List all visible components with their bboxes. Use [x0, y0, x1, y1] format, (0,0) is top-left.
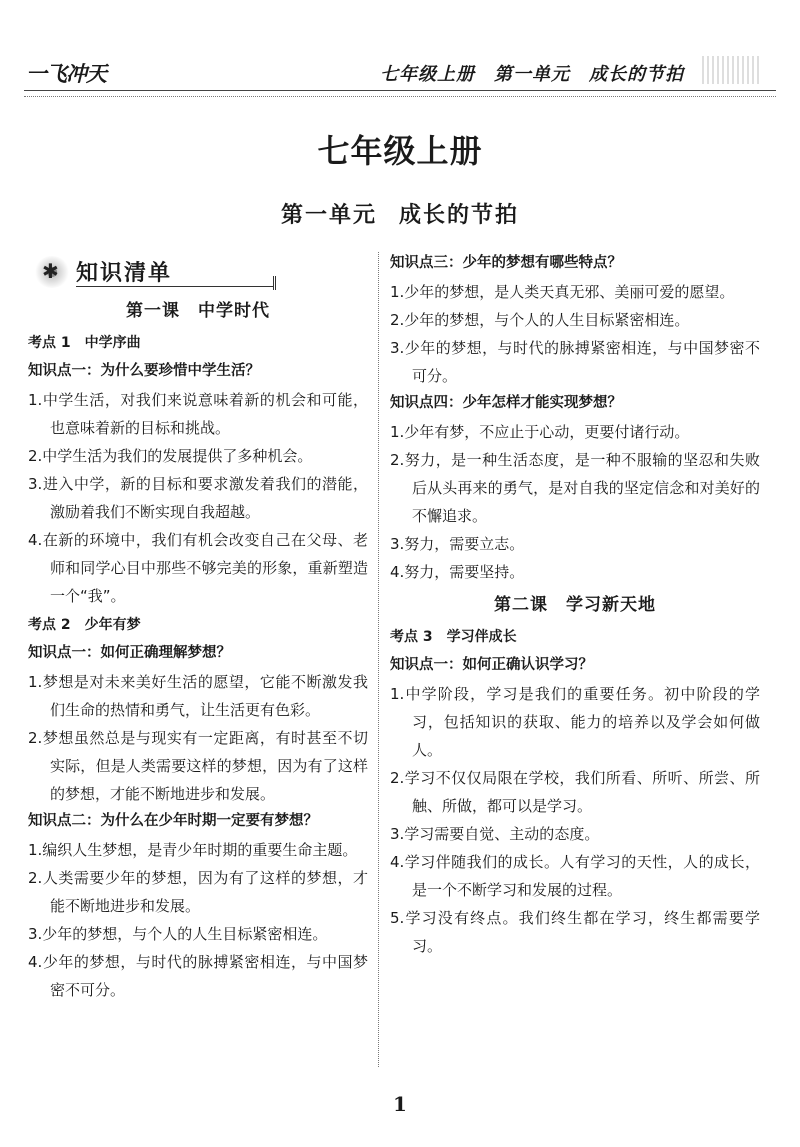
knowledge-point-heading: 知识点三：少年的梦想有哪些特点？	[390, 255, 622, 271]
header-decoration	[702, 56, 760, 84]
lesson-title-2: 第二课 学习新天地	[494, 595, 656, 615]
kaodian-1	[28, 332, 368, 354]
unit-label: 第一单元	[280, 203, 377, 228]
kaodian-label: 考点 2	[28, 617, 71, 633]
kaodian-name: 中学序曲	[84, 335, 141, 351]
knowledge-point-heading: 知识点二：为什么在少年时期一定要有梦想？	[28, 813, 318, 829]
knowledge-point-heading: 知识点一：如何正确认识学习？	[390, 657, 593, 673]
list-item: 2.少年的梦想，与个人的人生目标紧密相连。	[390, 311, 690, 329]
right-column	[390, 252, 760, 960]
kaodian-2	[28, 614, 368, 636]
list-item: 3.学习需要自觉、主动的态度。	[390, 825, 600, 843]
list-item: 4.努力，需要坚持。	[390, 563, 525, 581]
page-header	[0, 0, 800, 100]
list-item: 3.少年的梦想，与时代的脉搏紧密相连，与中国梦密不可分。	[390, 339, 760, 385]
kaodian-3	[390, 626, 760, 648]
left-column	[28, 252, 368, 1004]
knowledge-point-heading: 知识点一：为什么要珍惜中学生活？	[28, 363, 260, 379]
knowledge-point-heading: 知识点四：少年怎样才能实现梦想？	[390, 395, 622, 411]
list-item: 1.编织人生梦想，是青少年时期的重要生命主题。	[28, 841, 358, 859]
kaodian-name: 学习伴成长	[446, 629, 517, 645]
badge-underline	[76, 286, 274, 287]
page-title: 七年级上册	[317, 132, 483, 170]
list-item: 1.中学阶段，学习是我们的重要任务。初中阶段的学习，包括知识的获取、能力的培养以及学会如何做人。	[390, 685, 760, 759]
list-item: 4.在新的环境中，我们有机会改变自己在父母、老师和同学心目中那些不够完美的形象，重新塑造一个“我”。	[28, 531, 368, 605]
column-divider	[378, 252, 379, 1067]
section-badge-label: 知识清单	[76, 261, 173, 286]
running-title: 七年级上册 第一单元 成长的节拍	[380, 64, 684, 85]
header-rule	[24, 90, 776, 97]
list-item: 2.努力，是一种生活态度，是一种不服输的坚忍和失败后从头再来的勇气，是对自我的坚定信念和对美好的不懈追求。	[390, 451, 760, 525]
list-item: 2.人类需要少年的梦想，因为有了这样的梦想，才能不断地进步和发展。	[28, 869, 368, 915]
kaodian-name: 少年有梦	[84, 617, 141, 633]
list-item: 1.中学生活，对我们来说意味着新的机会和可能，也意味着新的目标和挑战。	[28, 391, 368, 437]
list-item: 1.少年有梦，不应止于心动，更要付诸行动。	[390, 423, 690, 441]
badge-end-mark	[273, 276, 276, 290]
lesson-title-1: 第一课 中学时代	[126, 301, 270, 321]
knowledge-point-heading: 知识点一：如何正确理解梦想？	[28, 645, 231, 661]
list-item: 1.少年的梦想，是人类天真无邪、美丽可爱的愿望。	[390, 283, 735, 301]
list-item: 1.梦想是对未来美好生活的愿望，它能不断激发我们生命的热情和勇气，让生活更有色彩。	[28, 673, 368, 719]
list-item: 2.梦想虽然总是与现实有一定距离，有时甚至不切实际，但是人类需要这样的梦想，因为有了这样的梦想，才能不断地进步和发展。	[28, 729, 368, 803]
badge-emblem-icon	[34, 256, 70, 288]
section-badge	[28, 252, 368, 292]
list-item: 2.中学生活为我们的发展提供了多种机会。	[28, 447, 313, 465]
list-item: 3.进入中学，新的目标和要求激发着我们的潜能，激励着我们不断实现自我超越。	[28, 475, 368, 521]
page-number: 1	[393, 1092, 407, 1116]
unit-name: 成长的节拍	[399, 203, 520, 228]
brand-logo: 一飞冲天	[26, 61, 106, 86]
list-item: 5.学习没有终点。我们终生都在学习，终生都需要学习。	[390, 909, 760, 955]
kaodian-label: 考点 1	[28, 335, 71, 351]
list-item: 4.少年的梦想，与时代的脉搏紧密相连，与中国梦密不可分。	[28, 953, 368, 999]
list-item: 3.努力，需要立志。	[390, 535, 525, 553]
kaodian-label: 考点 3	[390, 629, 433, 645]
list-item: 4.学习伴随我们的成长。人有学习的天性，人的成长，是一个不断学习和发展的过程。	[390, 853, 760, 899]
list-item: 2.学习不仅仅局限在学校，我们所看、所听、所尝、所触、所做，都可以是学习。	[390, 769, 760, 815]
list-item: 3.少年的梦想，与个人的人生目标紧密相连。	[28, 925, 328, 943]
unit-title	[0, 198, 800, 229]
